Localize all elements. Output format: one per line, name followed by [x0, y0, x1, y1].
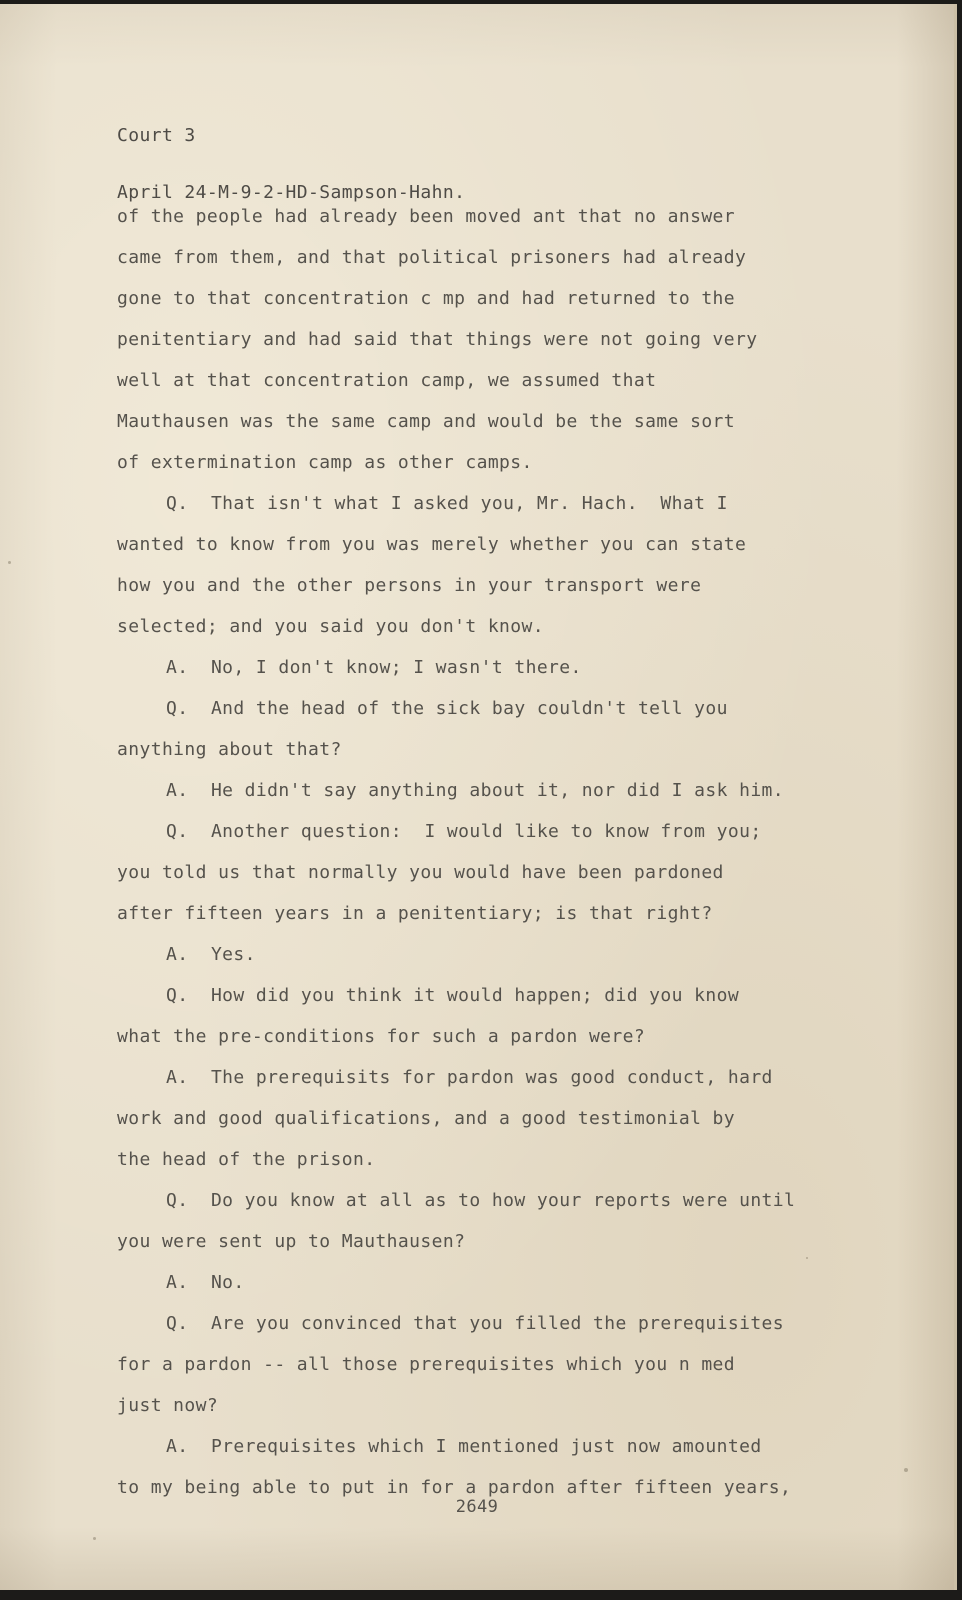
transcript-line: anything about that?	[117, 739, 342, 760]
transcript-line: the head of the prison.	[117, 1149, 376, 1170]
transcript-reference: April 24-M-9-2-HD-Sampson-Hahn.	[117, 182, 466, 203]
transcript-line: to my being able to put in for a pardon after fifteen years,	[117, 1477, 792, 1498]
transcript-line: A. Prerequisites which I mentioned just now amounted	[166, 1436, 762, 1457]
transcript-line: what the pre-conditions for such a pardon were?	[117, 1026, 646, 1047]
transcript-line: you told us that normally you would have been pardoned	[117, 862, 724, 883]
court-label: Court 3	[117, 125, 196, 146]
transcript-body	[117, 196, 795, 1508]
transcript-line: how you and the other persons in your transport were	[117, 575, 702, 596]
transcript-line: A. Yes.	[166, 944, 256, 965]
paper-speck	[8, 561, 11, 564]
transcript-line: Q. Do you know at all as to how your reports were until	[166, 1190, 796, 1211]
transcript-line: A. No.	[166, 1272, 245, 1293]
transcript-line: after fifteen years in a penitentiary; is that right?	[117, 903, 713, 924]
transcript-line: of extermination camp as other camps.	[117, 452, 533, 473]
transcript-line: gone to that concentration c mp and had returned to the	[117, 288, 736, 309]
transcript-line: work and good qualifications, and a good testimonial by	[117, 1108, 736, 1129]
paper-speck	[904, 1468, 908, 1472]
transcript-line: Q. Are you convinced that you filled the prerequisites	[166, 1313, 785, 1334]
paper-speck	[806, 1257, 808, 1259]
transcript-line: A. He didn't say anything about it, nor did I ask him.	[166, 780, 785, 801]
transcript-line: wanted to know from you was merely whether you can state	[117, 534, 747, 555]
transcript-line: came from them, and that political prisoners had already	[117, 247, 747, 268]
transcript-line: Mauthausen was the same camp and would be the same sort	[117, 411, 736, 432]
page-number: 2649	[455, 1497, 499, 1517]
transcript-line: you were sent up to Mauthausen?	[117, 1231, 466, 1252]
transcript-line: Q. Another question: I would like to know from you;	[166, 821, 762, 842]
paper-speck	[93, 1537, 96, 1540]
transcript-line: Q. That isn't what I asked you, Mr. Hach. What I	[166, 493, 728, 514]
transcript-line: Q. How did you think it would happen; did you know	[166, 985, 740, 1006]
transcript-line: just now?	[117, 1395, 219, 1416]
transcript-line: A. The prerequisits for pardon was good conduct, hard	[166, 1067, 773, 1088]
transcript-line: A. No, I don't know; I wasn't there.	[166, 657, 582, 678]
document-page	[0, 4, 957, 1590]
transcript-line: for a pardon -- all those prerequisites which you n med	[117, 1354, 736, 1375]
transcript-line: well at that concentration camp, we assumed that	[117, 370, 657, 391]
transcript-line: of the people had already been moved ant that no answer	[117, 206, 736, 227]
transcript-line: penitentiary and had said that things were not going very	[117, 329, 758, 350]
transcript-line: selected; and you said you don't know.	[117, 616, 545, 637]
transcript-line: Q. And the head of the sick bay couldn't tell you	[166, 698, 728, 719]
